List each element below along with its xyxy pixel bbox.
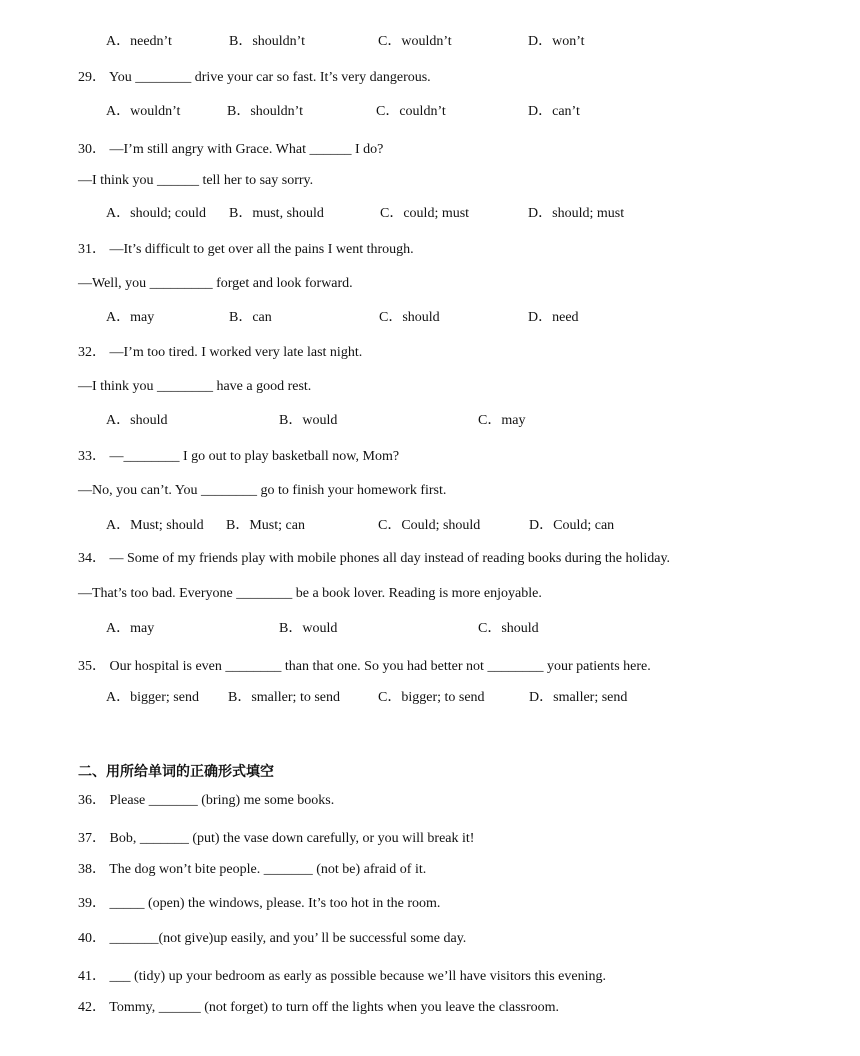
option-b: [226, 517, 305, 535]
option-text: need: [552, 310, 579, 325]
question-38: [78, 861, 426, 879]
question-number: 31．: [78, 242, 106, 257]
option-text: Must; can: [249, 518, 305, 533]
question-42: [78, 999, 559, 1017]
option-text: can: [252, 310, 272, 325]
question-text: ___ (tidy) up your bedroom as early as possible because we’ll have visitors this evening.: [109, 969, 606, 984]
option-d: [528, 309, 579, 327]
option-b: [227, 103, 303, 121]
question-number: 35．: [78, 659, 106, 674]
option-letter: C．: [379, 310, 403, 325]
option-text: shouldn’t: [252, 34, 305, 49]
option-letter: C．: [478, 621, 502, 636]
question-text: Bob, _______ (put) the vase down carefully, or you will break it!: [109, 831, 475, 846]
option-text: needn’t: [130, 34, 172, 49]
question-text: _______(not give)up easily, and you’ ll be successful some day.: [109, 931, 467, 946]
question-number: 32．: [78, 345, 106, 360]
question-40: [78, 930, 466, 948]
option-text: may: [130, 621, 155, 636]
option-c: [380, 205, 469, 223]
question-stem: [78, 448, 399, 466]
question-stem: [78, 344, 362, 362]
option-text: won’t: [552, 34, 585, 49]
option-letter: B．: [229, 310, 253, 325]
option-letter: D．: [528, 310, 553, 325]
option-letter: B．: [279, 413, 303, 428]
option-text: wouldn’t: [401, 34, 452, 49]
option-text: shouldn’t: [250, 104, 303, 119]
option-text: could; must: [403, 206, 470, 221]
option-letter: D．: [529, 690, 554, 705]
question-text: Our hospital is even ________ than that one. So you had better not ________ your patients here.: [109, 659, 651, 674]
option-text: would: [302, 413, 338, 428]
question-39: [78, 895, 440, 913]
option-letter: C．: [478, 413, 502, 428]
option-c: [378, 689, 485, 707]
question-text-line2: —That’s too bad. Everyone ________ be a book lover. Reading is more enjoyable.: [78, 586, 542, 601]
option-a: [106, 412, 167, 430]
option-text: must, should: [252, 206, 324, 221]
option-letter: B．: [229, 34, 253, 49]
question-text: The dog won’t bite people. _______ (not be) afraid of it.: [109, 862, 427, 877]
option-letter: D．: [528, 104, 553, 119]
question-text: — Some of my friends play with mobile phones all day instead of reading books during the holiday.: [109, 551, 671, 566]
option-b: [229, 205, 324, 223]
option-a: [106, 620, 154, 638]
option-letter: A．: [106, 310, 131, 325]
option-d: [528, 33, 585, 51]
question-number: 39．: [78, 896, 106, 911]
option-letter: D．: [529, 518, 554, 533]
question-number: 30．: [78, 142, 106, 157]
option-text: Could; can: [553, 518, 615, 533]
question-36: [78, 792, 334, 810]
option-text: can’t: [552, 104, 580, 119]
option-letter: C．: [376, 104, 400, 119]
option-text: bigger; send: [130, 690, 199, 705]
option-b: [229, 309, 272, 327]
question-number: 41．: [78, 969, 106, 984]
option-c: [478, 620, 539, 638]
question-text-line2: —No, you can’t. You ________ go to finish your homework first.: [78, 483, 447, 498]
option-text: smaller; send: [553, 690, 628, 705]
question-number: 34．: [78, 551, 106, 566]
question-number: 36．: [78, 793, 106, 808]
option-d: [529, 517, 614, 535]
option-letter: C．: [378, 518, 402, 533]
option-text: Could; should: [401, 518, 481, 533]
option-letter: B．: [279, 621, 303, 636]
question-number: 42．: [78, 1000, 106, 1015]
option-text: should: [501, 621, 539, 636]
question-number: 37．: [78, 831, 106, 846]
option-a: [106, 517, 204, 535]
option-b: [279, 620, 337, 638]
option-letter: A．: [106, 621, 131, 636]
option-a: [106, 309, 154, 327]
option-a: [106, 103, 180, 121]
option-b: [228, 689, 340, 707]
option-text: Must; should: [130, 518, 204, 533]
option-text: should; could: [130, 206, 206, 221]
question-text: You ________ drive your car so fast. It’s very dangerous.: [108, 70, 431, 85]
option-d: [528, 205, 624, 223]
option-text: smaller; to send: [251, 690, 340, 705]
option-letter: A．: [106, 413, 131, 428]
question-stem: [78, 658, 651, 676]
section-heading: 二、用所给单词的正确形式填空: [78, 764, 274, 780]
option-d: [528, 103, 580, 121]
option-text: would: [302, 621, 338, 636]
option-c: [378, 517, 480, 535]
option-letter: D．: [528, 34, 553, 49]
option-a: [106, 205, 206, 223]
option-c: [376, 103, 446, 121]
option-letter: A．: [106, 690, 131, 705]
option-letter: B．: [229, 206, 253, 221]
question-text-line2: —I think you ______ tell her to say sorry.: [78, 173, 314, 188]
option-letter: A．: [106, 518, 131, 533]
question-stem: [78, 69, 431, 87]
option-b: [229, 33, 305, 51]
option-b: [279, 412, 337, 430]
option-c: [378, 33, 452, 51]
option-letter: A．: [106, 206, 131, 221]
question-text: _____ (open) the windows, please. It’s too hot in the room.: [109, 896, 441, 911]
option-c: [478, 412, 525, 430]
option-letter: B．: [228, 690, 252, 705]
question-text: —I’m still angry with Grace. What ______ I do?: [109, 142, 384, 157]
option-text: should; must: [552, 206, 625, 221]
option-letter: D．: [528, 206, 553, 221]
option-text: bigger; to send: [401, 690, 485, 705]
option-text: should: [130, 413, 168, 428]
question-stem: [78, 241, 414, 259]
question-text: —It’s difficult to get over all the pains I went through.: [109, 242, 414, 257]
question-text-line2: —I think you ________ have a good rest.: [78, 379, 312, 394]
option-letter: A．: [106, 34, 131, 49]
question-text: —I’m too tired. I worked very late last night.: [109, 345, 363, 360]
option-text: may: [130, 310, 155, 325]
option-letter: C．: [378, 34, 402, 49]
question-37: [78, 830, 474, 848]
option-d: [529, 689, 627, 707]
option-letter: C．: [380, 206, 404, 221]
option-text: may: [501, 413, 526, 428]
question-text-line2: —Well, you _________ forget and look forward.: [78, 276, 353, 291]
option-letter: C．: [378, 690, 402, 705]
question-stem: [78, 550, 670, 568]
question-number: 33．: [78, 449, 106, 464]
option-letter: B．: [227, 104, 251, 119]
option-c: [379, 309, 440, 327]
question-text: Tommy, ______ (not forget) to turn off the lights when you leave the classroom.: [109, 1000, 560, 1015]
option-a: [106, 33, 172, 51]
option-text: couldn’t: [399, 104, 446, 119]
option-text: wouldn’t: [130, 104, 181, 119]
question-text: —________ I go out to play basketball now, Mom?: [109, 449, 400, 464]
question-text: Please _______ (bring) me some books.: [109, 793, 335, 808]
option-a: [106, 689, 199, 707]
question-number: 29．: [78, 70, 106, 85]
option-text: should: [402, 310, 440, 325]
option-letter: A．: [106, 104, 131, 119]
question-number: 40．: [78, 931, 106, 946]
option-letter: B．: [226, 518, 250, 533]
question-stem: [78, 141, 383, 159]
question-41: [78, 968, 606, 986]
question-number: 38．: [78, 862, 106, 877]
